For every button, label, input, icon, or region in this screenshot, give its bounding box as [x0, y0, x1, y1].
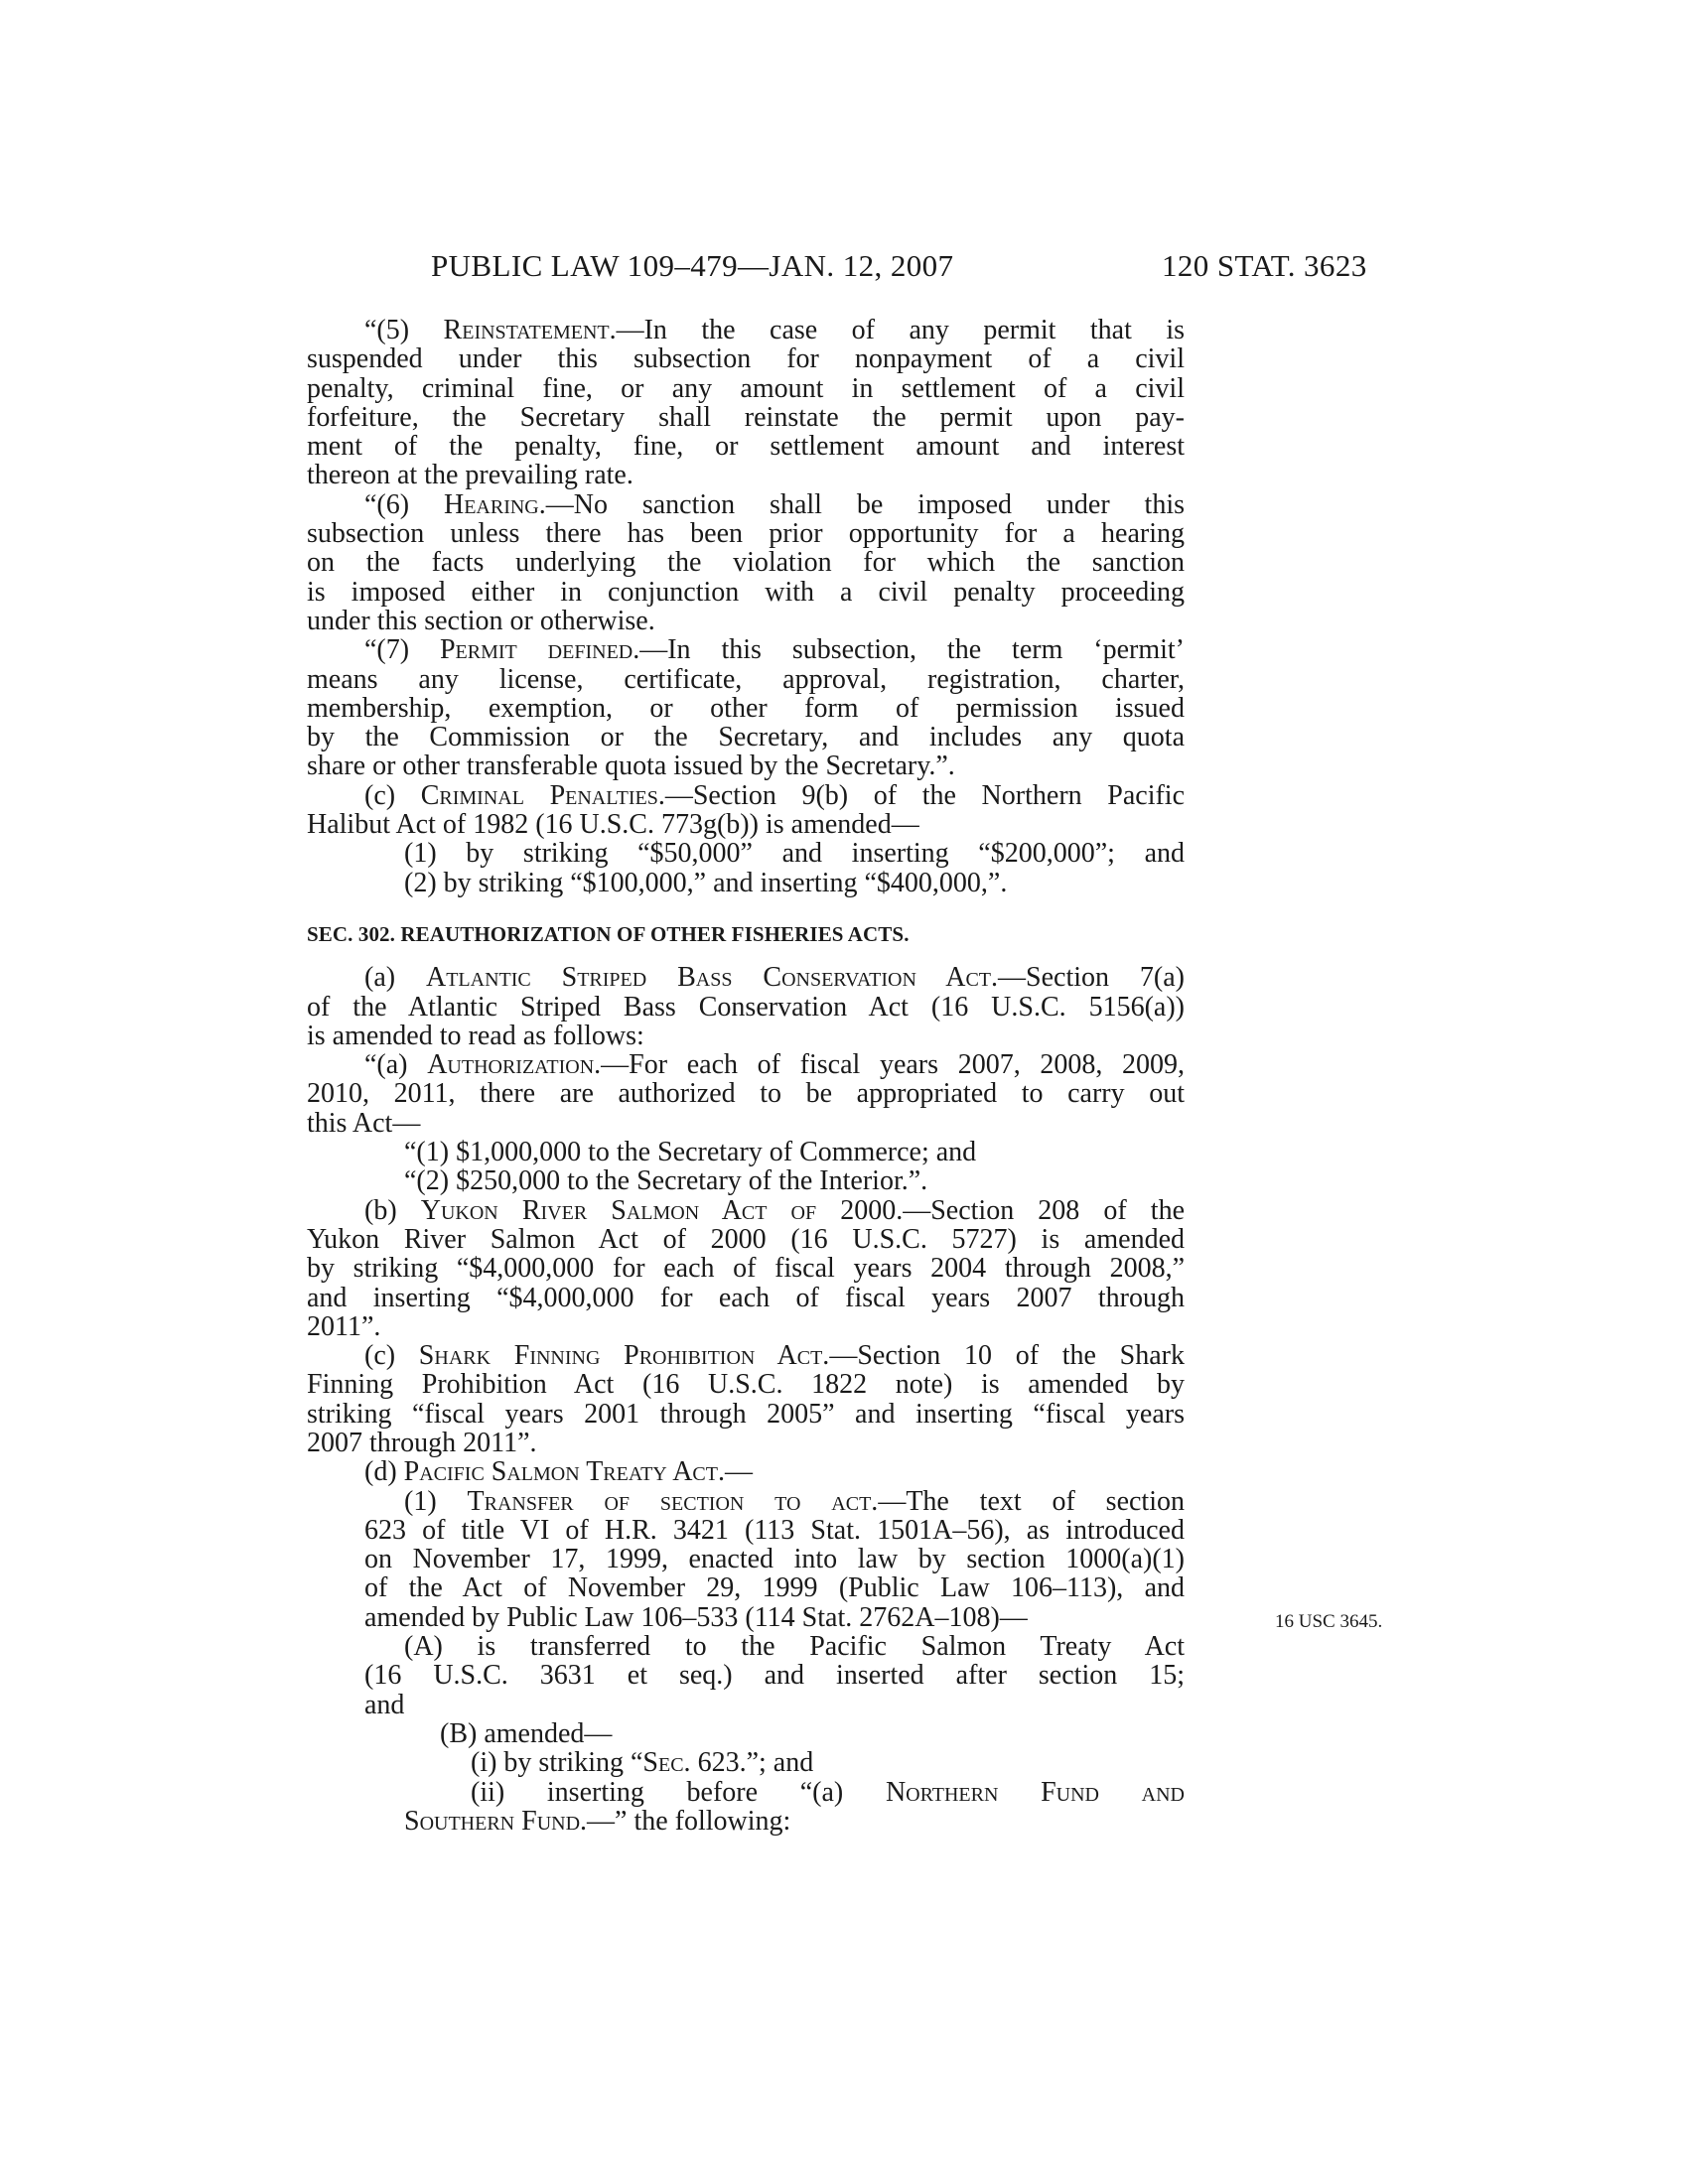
- list-item: [307, 869, 1185, 897]
- text-line: Finning Prohibition Act (16 U.S.C. 1822 note) is amended by: [307, 1369, 1185, 1401]
- para-heading: Permit defined.: [439, 634, 640, 666]
- text-line: (1) by striking “$50,000” and inserting “$200,000”; and: [404, 838, 1185, 870]
- paragraph-b-body: [307, 1225, 1185, 1341]
- paragraph-6-body: [307, 519, 1185, 635]
- para-num: (a): [364, 962, 396, 994]
- text-line: 623 of title VI of H.R. 3421 (113 Stat. 1501A–56), as introduced: [364, 1514, 1185, 1546]
- para-heading: Pacific Salmon Treaty Act.: [403, 1456, 725, 1488]
- para-lead: —Section 10 of the Shark: [829, 1340, 1186, 1372]
- text-line: “(1) $1,000,000 to the Secretary of Commerce; and: [404, 1137, 977, 1168]
- list-item: [307, 1166, 1185, 1195]
- para-num: (b): [364, 1194, 397, 1226]
- paragraph-a-atlantic-striped-bass: [307, 963, 1185, 992]
- paragraph-7-permit-defined: [307, 635, 1185, 664]
- clause-ii: [307, 1778, 1185, 1807]
- para-heading: Shark Finning Prohibition Act.: [418, 1340, 830, 1372]
- text-line: striking “fiscal years 2001 through 2005” and inserting “fiscal years: [307, 1398, 1185, 1430]
- para-lead: —No sanction shall be imposed under this: [545, 488, 1185, 520]
- margin-note-row: [364, 1601, 1383, 1633]
- paragraph-c-shark-body: [307, 1370, 1185, 1457]
- paragraph-d1-body: [307, 1514, 1383, 1633]
- text-line: and: [364, 1689, 405, 1720]
- text-line: forfeiture, the Secretary shall reinstate the permit upon pay-: [307, 401, 1185, 433]
- text-line: penalty, criminal fine, or any amount in settlement of a civil: [307, 372, 1185, 404]
- paragraph-a-body: [307, 993, 1185, 1051]
- para-heading: Hearing.: [443, 488, 546, 520]
- text-line: by the Commission or the Secretary, and includes any quota: [307, 722, 1185, 753]
- text-fragment: Southern Fund.: [404, 1805, 588, 1837]
- para-lead: —Section 9(b) of the Northern Pacific: [664, 779, 1186, 811]
- text-fragment: (i) by striking “: [471, 1747, 643, 1779]
- para-heading: Reinstatement.: [443, 315, 617, 345]
- text-line: subsection unless there has been prior opportunity for a hearing: [307, 518, 1185, 550]
- paragraph-a-authorization-body: [307, 1079, 1185, 1138]
- text-line: membership, exemption, or other form of permission issued: [307, 692, 1185, 724]
- paragraph-a-authorization: [307, 1050, 1185, 1079]
- para-lead: —For each of fiscal years 2007, 2008, 2009,: [601, 1049, 1186, 1081]
- subparagraph-A-body: [307, 1661, 1185, 1719]
- text-line: “(2) $250,000 to the Secretary of the Interior.”.: [404, 1165, 928, 1197]
- para-num: “(6): [364, 488, 410, 520]
- para-heading: Authorization.: [427, 1049, 602, 1081]
- para-heading: Atlantic Striped Bass Conservation Act.: [425, 962, 999, 994]
- para-lead: —Section 7(a): [998, 962, 1185, 994]
- para-lead: —In the case of any permit that is: [616, 315, 1186, 345]
- text-line: of the Act of November 29, 1999 (Public Law 106–113), and: [364, 1572, 1185, 1604]
- subparagraph-A: [307, 1632, 1185, 1661]
- para-num: (d): [364, 1456, 397, 1488]
- text-line: ment of the penalty, fine, or settlement amount and interest: [307, 431, 1185, 463]
- text-line: 2011”.: [307, 1310, 381, 1342]
- text-line: amended by Public Law 106–533 (114 Stat. 2762A–108)—: [364, 1601, 1028, 1633]
- paragraph-c-body: [307, 810, 1185, 839]
- para-heading: Criminal Penalties.: [420, 779, 665, 811]
- text-line: thereon at the prevailing rate.: [307, 460, 633, 491]
- text-line: (B) amended—: [440, 1717, 613, 1749]
- text-line: under this section or otherwise.: [307, 605, 655, 636]
- text-line: means any license, certificate, approval, registration, charter,: [307, 663, 1185, 695]
- text-line: this Act—: [307, 1107, 421, 1139]
- running-header-law: PUBLIC LAW 109–479—JAN. 12, 2007: [431, 248, 954, 283]
- list-item: [307, 839, 1185, 868]
- para-num: “(7): [364, 634, 410, 666]
- paragraph-7-body: [307, 665, 1185, 781]
- para-num: “(a): [364, 1049, 408, 1081]
- text-line: suspended under this subsection for nonpayment of a civil: [307, 343, 1185, 375]
- paragraph-b-yukon-river-salmon: [307, 1196, 1185, 1225]
- para-lead: —The text of section: [878, 1485, 1185, 1517]
- paragraph-c-criminal-penalties: [307, 781, 1185, 810]
- para-heading: Transfer of section to act.: [467, 1485, 879, 1517]
- text-line: share or other transferable quota issued by the Secretary.”.: [307, 751, 955, 782]
- text-line: of the Atlantic Striped Bass Conservation Act (16 U.S.C. 5156(a)): [307, 991, 1185, 1023]
- para-lead: —: [724, 1456, 753, 1488]
- text-line: (16 U.S.C. 3631 et seq.) and inserted after section 15;: [364, 1660, 1185, 1692]
- para-num: “(5): [364, 315, 410, 345]
- text-line: (A) is transferred to the Pacific Salmon Treaty Act: [404, 1631, 1185, 1663]
- text-line: is imposed either in conjunction with a civil penalty proceeding: [307, 576, 1185, 608]
- para-heading: Yukon River Salmon Act of 2000.: [420, 1194, 904, 1226]
- running-header-stat-page: 120 STAT. 3623: [1162, 248, 1367, 283]
- text-line: is amended to read as follows:: [307, 1020, 644, 1051]
- para-lead: —In this subsection, the term ‘permit’: [639, 634, 1185, 666]
- text-line: (2) by striking “$100,000,” and inserting “$400,000,”.: [404, 867, 1008, 898]
- paragraph-6-hearing: [307, 490, 1185, 519]
- paragraph-c-shark-finning: [307, 1341, 1185, 1370]
- para-num: (c): [364, 779, 396, 811]
- text-line: Yukon River Salmon Act of 2000 (16 U.S.C. 5727) is amended: [307, 1223, 1185, 1255]
- text-fragment: 623.”; and: [690, 1747, 814, 1779]
- text-fragment: Northern Fund and: [885, 1776, 1185, 1808]
- text-line: on the facts underlying the violation for which the sanction: [307, 547, 1185, 579]
- text-fragment: (ii) inserting before “(a): [471, 1776, 844, 1808]
- text-line: and inserting “$4,000,000 for each of fiscal years 2007 through: [307, 1282, 1185, 1313]
- text-line: on November 17, 1999, enacted into law by section 1000(a)(1): [364, 1544, 1185, 1575]
- paragraph-5-body: [307, 344, 1185, 489]
- clause-i: [307, 1748, 1185, 1777]
- text-line: 2010, 2011, there are authorized to be appropriated to carry out: [307, 1078, 1185, 1110]
- list-item: [307, 1138, 1185, 1166]
- subparagraph-B: [307, 1719, 1185, 1748]
- margin-note-usc: 16 USC 3645.: [1275, 1610, 1383, 1632]
- text-line: Halibut Act of 1982 (16 U.S.C. 773g(b)) is amended—: [307, 809, 919, 841]
- text-fragment: Sec.: [642, 1747, 691, 1779]
- paragraph-5-reinstatement: [307, 316, 1185, 344]
- para-num: (c): [364, 1340, 396, 1372]
- para-lead: —Section 208 of the: [903, 1194, 1185, 1226]
- text-fragment: —” the following:: [587, 1805, 791, 1837]
- paragraph-d-pacific-salmon-treaty: [307, 1457, 1185, 1486]
- para-num: (1): [404, 1485, 437, 1517]
- paragraph-d1-transfer: [307, 1487, 1185, 1516]
- section-heading-302: SEC. 302. REAUTHORIZATION OF OTHER FISHERIES ACTS.: [307, 921, 910, 946]
- text-line: by striking “$4,000,000 for each of fiscal years 2004 through 2008,”: [307, 1253, 1185, 1285]
- text-line: 2007 through 2011”.: [307, 1427, 537, 1458]
- clause-ii-body: [307, 1807, 1185, 1836]
- document-body: [307, 315, 1383, 1837]
